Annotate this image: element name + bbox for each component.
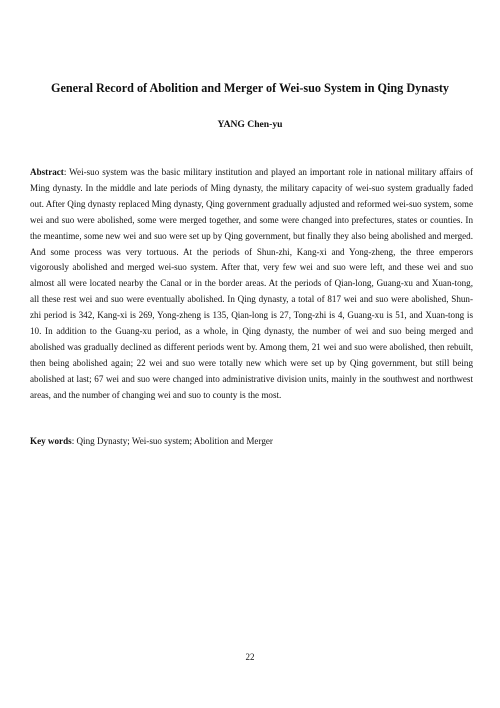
abstract-paragraph <box>30 165 473 404</box>
author-name: YANG Chen-yu <box>217 119 283 130</box>
abstract-text: : Wei-suo system was the basic military institution and played an important role in national military affairs of Ming dynasty. In the middle and late periods of Ming dynasty, the military capacity of wei-suo system gradually faded out. After Qing dynasty replaced Ming dynasty, Qing government gradually adjusted and reformed wei-suo system, some wei and suo were abolished, some were merged together, and some were changed into prefectures, states or counties. In the meantime, some new wei and suo were set up by Qing government, but finally they also being abolished and merged. And some process was very tortuous. At the periods of Shun-zhi, Kang-xi and Yong-zheng, the three emperors vigorously abolished and merged wei-suo system. After that, very few wei and suo were left, and these wei and suo almost all were located nearby the Canal or in the border areas. At the periods of Qian-long, Guang-xu and Xuan-tong, all these rest wei and suo were eventually abolished. In Qing dynasty, a total of 817 wei and suo were abolished, Shun-zhi period is 342, Kang-xi is 269, Yong-zheng is 135, Qian-long is 27, Tong-zhi is 4, Guang-xu is 51, and Xuan-tong is 10. In addition to the Guang-xu period, as a whole, in Qing dynasty, the number of wei and suo being merged and abolished was gradually declined as different periods went by. Among them, 21 wei and suo were abolished, then rebuilt, then being abolished again; 22 wei and suo were totally new which were set up by Qing government, but still being abolished at last; 67 wei and suo were changed into administrative division units, mainly in the southwest and northwest areas, and the number of changing wei and suo to county is the most. <box>30 167 473 400</box>
abstract-label: Abstract <box>30 167 64 177</box>
keywords-label: Key words <box>30 436 72 446</box>
keywords-text: : Qing Dynasty; Wei-suo system; Abolition and Merger <box>71 436 273 446</box>
keywords-paragraph <box>30 434 473 449</box>
paper-title: General Record of Abolition and Merger of Wei-suo System in Qing Dynasty <box>50 81 449 95</box>
page-number: 22 <box>245 652 255 662</box>
